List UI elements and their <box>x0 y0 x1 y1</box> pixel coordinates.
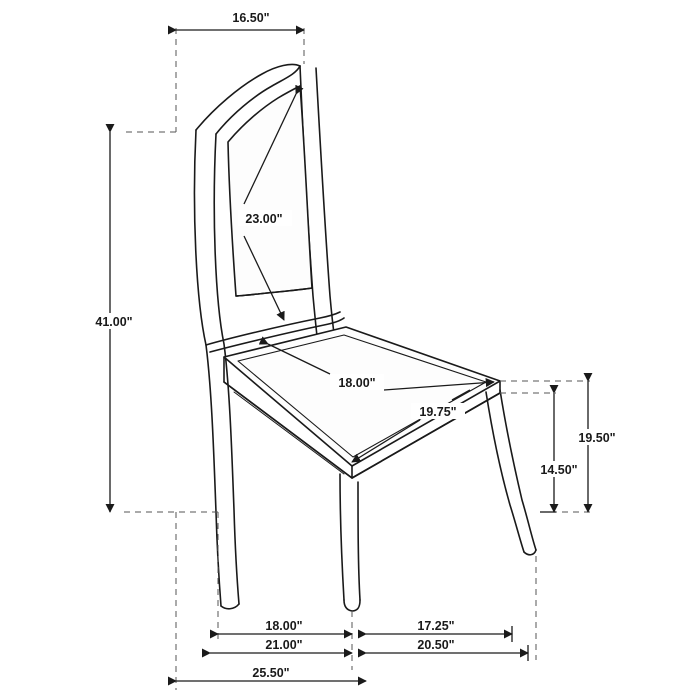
label-base-depth-total: 20.50" <box>417 638 455 652</box>
label-seat-diagonal: 19.75" <box>419 405 457 419</box>
rear-left-foot <box>221 604 239 609</box>
label-base-depth-rear: 17.25" <box>417 619 455 633</box>
label-seat-front-width: 18.00" <box>265 619 303 633</box>
front-left-foot <box>344 600 360 611</box>
rear-left-leg-outer <box>194 130 221 606</box>
label-seat-height-front: 19.50" <box>578 431 616 445</box>
label-seat-depth: 18.00" <box>338 376 376 390</box>
label-overall-depth: 25.50" <box>252 666 290 680</box>
front-right-foot <box>524 550 536 555</box>
label-base-width-front: 21.00" <box>265 638 303 652</box>
front-left-leg-right <box>358 482 360 600</box>
label-seat-height-rear: 14.50" <box>540 463 578 477</box>
label-back-height: 23.00" <box>245 212 283 226</box>
front-left-leg-left <box>340 474 344 600</box>
label-back-width: 16.50" <box>232 11 270 25</box>
front-right-leg-inner <box>500 390 536 550</box>
back-panel <box>228 86 312 296</box>
chair-illustration <box>194 64 536 611</box>
label-overall-height: 41.00" <box>95 315 133 329</box>
